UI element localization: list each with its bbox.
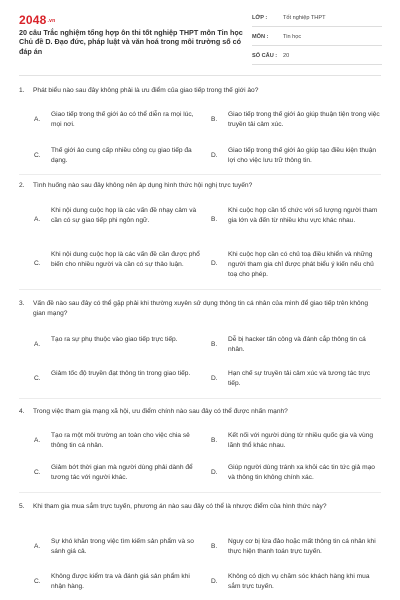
option-text: Thế giới ảo cung cấp nhiều công cụ giao tiếp đa dạng. — [51, 147, 192, 164]
question-separator — [19, 492, 381, 493]
question-5 — [19, 502, 381, 512]
option-text: Khi nội dung cuộc họp là các vấn đề cần được phổ biến cho nhiều người và cần có sự thảo luận. — [51, 251, 200, 268]
question-2-stem — [19, 181, 381, 191]
option-text: Không có dịch vụ chăm sóc khách hàng khi mua sắm trực tuyến. — [228, 573, 370, 590]
option-letter: B. — [211, 543, 218, 550]
meta-grade-label: LỚP : — [252, 15, 268, 21]
option-text: Không được kiểm tra và đánh giá sản phẩm khi nhận hàng. — [51, 573, 190, 590]
option-text: Tạo ra sự phụ thuộc vào giao tiếp trực tiếp. — [51, 336, 178, 343]
option-letter: A. — [34, 437, 41, 444]
question-2 — [19, 181, 381, 191]
option-letter: D. — [211, 152, 218, 159]
option-letter: C. — [34, 152, 41, 159]
option-letter: A. — [34, 116, 41, 123]
question-5-number: 5. — [19, 503, 25, 510]
question-separator — [19, 174, 381, 175]
question-3 — [19, 299, 381, 319]
meta-subject-row — [252, 31, 382, 46]
question-separator — [19, 289, 381, 290]
question-1-text: Phát biểu nào sau đây không phải là ưu điểm của giao tiếp trong thế giới ảo? — [33, 87, 259, 94]
question-1-number: 1. — [19, 87, 25, 94]
logo-domain: .vn — [47, 17, 56, 24]
option-text: Hạn chế sự truyền tải cảm xúc và tương tác trực tiếp. — [228, 370, 371, 387]
meta-info — [252, 12, 382, 69]
meta-grade-row — [252, 12, 382, 27]
option-letter: C. — [34, 469, 41, 476]
option-letter: D. — [211, 375, 218, 382]
option-text: Giao tiếp trong thế giới ảo giúp tạo điều kiện thuận lợi cho việc lưu trữ thông tin. — [228, 147, 377, 164]
option-text: Giảm tốc độ truyền đạt thông tin trong giao tiếp. — [51, 370, 191, 377]
option-letter: C. — [34, 260, 41, 267]
option-letter: A. — [34, 216, 41, 223]
option-text: Khi nội dung cuộc họp là các vấn đề nhạy cảm và cần có sự giao tiếp phi ngôn ngữ. — [51, 207, 197, 224]
question-4-stem — [19, 407, 381, 417]
option-letter: A. — [34, 341, 41, 348]
option-text: Khi cuộc họp cần tổ chức với số lượng người tham gia lớn và đến từ nhiều khu vực khác nhau. — [228, 207, 378, 224]
option-letter: D. — [211, 578, 218, 585]
option-text: Khi cuộc họp cần có chủ toạ điều khiển và những người tham gia chỉ được phát biểu ý kiến nếu chủ toạ cho phép. — [228, 251, 374, 278]
option-text: Nguy cơ bị lừa đảo hoặc mất thông tin cá nhân khi thực hiện thanh toán trực tuyến. — [228, 538, 376, 555]
option-text: Giảm bớt thời gian mà người dùng phải dành để tương tác với người khác. — [51, 464, 193, 481]
meta-count-row — [252, 50, 382, 65]
option-letter: D. — [211, 469, 218, 476]
document-header — [0, 0, 400, 62]
option-letter: D. — [211, 260, 218, 267]
option-letter: C. — [34, 375, 41, 382]
option-letter: B. — [211, 116, 218, 123]
option-text: Giúp người dùng tránh xa khỏi các tin tức giả mạo và thông tin không chính xác. — [228, 464, 375, 481]
option-text: Giao tiếp trong thế giới ảo có thể diễn ra mọi lúc, mọi nơi. — [51, 111, 194, 128]
option-text: Sự khó khăn trong việc tìm kiếm sản phẩm và so sánh giá cả. — [51, 538, 194, 555]
option-letter: B. — [211, 341, 218, 348]
question-2-text: Tình huống nào sau đây không nên áp dụng hình thức hội nghị trực tuyến? — [33, 182, 253, 189]
question-3-text: Vấn đề nào sau đây có thể gặp phải khi thường xuyên sử dụng thông tin cá nhân của mình để giao tiếp trên không gian mạng? — [33, 300, 369, 317]
option-text: Dễ bị hacker tấn công và đánh cắp thông tin cá nhân. — [228, 336, 366, 353]
meta-subject-value: Tin học — [283, 34, 302, 40]
option-text: Kết nối với người dùng từ nhiều quốc gia và vùng lãnh thổ khác nhau. — [228, 432, 374, 449]
question-4-text: Trong việc tham gia mạng xã hội, ưu điểm chính nào sau đây có thể được nhấn mạnh? — [33, 408, 288, 415]
header-divider — [19, 75, 381, 76]
option-letter: A. — [34, 543, 41, 550]
question-3-number: 3. — [19, 300, 25, 307]
meta-subject-label: MÔN : — [252, 34, 269, 40]
question-5-stem — [19, 502, 381, 512]
option-letter: C. — [34, 578, 41, 585]
document-title: 20 câu Trắc nghiệm tổng hợp ôn thi tốt nghiệp THPT môn Tin học Chủ đề D. Đạo đức, pháp luật và văn hoá trong môi trường số có đáp án — [19, 28, 243, 56]
meta-count-value: 20 — [283, 53, 290, 59]
option-letter: B. — [211, 437, 218, 444]
question-4-number: 4. — [19, 408, 25, 415]
question-3-stem — [19, 299, 381, 319]
option-text: Giao tiếp trong thế giới ảo giúp thuận tiện trong việc truyền tải cảm xúc. — [228, 111, 380, 128]
question-separator — [19, 398, 381, 399]
logo-main: 2048 — [19, 13, 47, 27]
meta-count-label: SỐ CÂU : — [252, 53, 278, 59]
question-5-text: Khi tham gia mua sắm trực tuyến, phương án nào sau đây có thể là nhược điểm của hình thức này? — [33, 503, 327, 510]
option-letter: B. — [211, 216, 218, 223]
question-1-stem — [19, 86, 381, 96]
meta-grade-value: Tốt nghiệp THPT — [283, 15, 326, 21]
question-2-number: 2. — [19, 182, 25, 189]
site-logo[interactable] — [19, 13, 55, 27]
option-text: Tạo ra một môi trường an toàn cho việc chia sẻ thông tin cá nhân. — [51, 432, 190, 449]
question-4 — [19, 407, 381, 417]
question-1 — [19, 86, 381, 96]
